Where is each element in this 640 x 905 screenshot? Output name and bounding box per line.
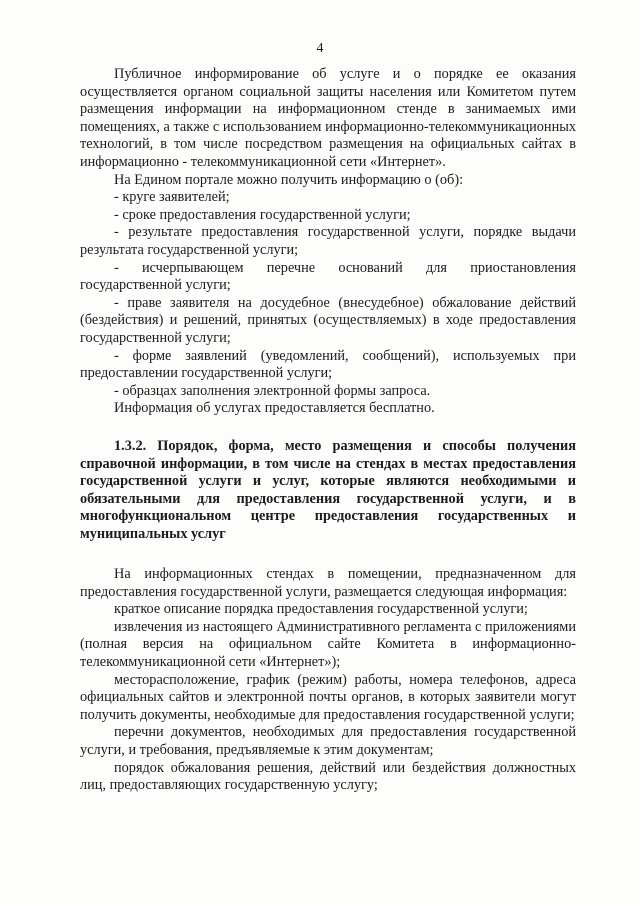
list-item: извлечения из настоящего Административного регламента с приложениями (полная версия на официальном сайте Комитета в информационно-телекоммуникационной сети «Интернет»);: [80, 618, 576, 670]
list-item: краткое описание порядка предоставления государственной услуги;: [114, 601, 528, 618]
stand-info-paragraphs: [80, 566, 576, 795]
list-item: - праве заявителя на досудебное (внесудебное) обжалование действий (бездействия) и решений, принятых (осуществляемых) в ходе предоставления государственной услуги;: [80, 294, 576, 346]
paragraph: На информационных стендах в помещении, предназначенном для предоставления государственной услуги, размещается следующая информация:: [80, 566, 576, 600]
list-item: - исчерпывающем перечне оснований для приостановления государственной услуги;: [80, 259, 576, 294]
list-item: - сроке предоставления государственной услуги;: [114, 206, 411, 223]
list-item: - образцах заполнения электронной формы запроса.: [114, 382, 431, 399]
page-number: 4: [316, 41, 324, 56]
paragraph: Публичное информирование об услуге и о порядке ее оказания осуществляется органом социальной защиты населения или Комитетом путем размещения информации на информационном стенде в занимаемых ими помещениях, а также с использованием информационно-телекоммуникационных технологий, в том числе посредством размещения на официальных сайтах в информационно - телекоммуникационной сети «Интернет».: [80, 66, 576, 170]
paragraph: На Едином портале можно получить информацию о (об):: [114, 171, 464, 188]
list-item: месторасположение, график (режим) работы, номера телефонов, адреса официальных сайтов и электронной почты органов, в которых заявители могут получить документы, необходимые для предоставления государственной услуги;: [80, 671, 576, 723]
list-item: перечни документов, необходимых для предоставления государственной услуги, и требования, предъявляемые к этим документам;: [80, 724, 576, 758]
list-item: порядок обжалования решения, действий или бездействия должностных лиц, предоставляющих государственную услугу;: [80, 759, 576, 794]
list-item: - форме заявлений (уведомлений, сообщений), используемых при предоставлении государственной услуги;: [80, 347, 576, 382]
paragraph: Информация об услугах предоставляется бесплатно.: [114, 400, 435, 417]
list-item: - результате предоставления государственной услуги, порядке выдачи результата государственной услуги;: [80, 224, 576, 258]
list-item: - круге заявителей;: [114, 189, 230, 206]
info-paragraphs: [80, 66, 576, 418]
section-heading: 1.3.2. Порядок, форма, место размещения и способы получения справочной информации, в том числе на стендах в местах предоставления государственной услуги и услуг, которые являются необходимыми и обязательными для предоставления государственной услуги, и в многофункциональном центре предоставления государственных и муниципальных услуг: [80, 438, 576, 542]
section-heading-block: [80, 438, 576, 544]
